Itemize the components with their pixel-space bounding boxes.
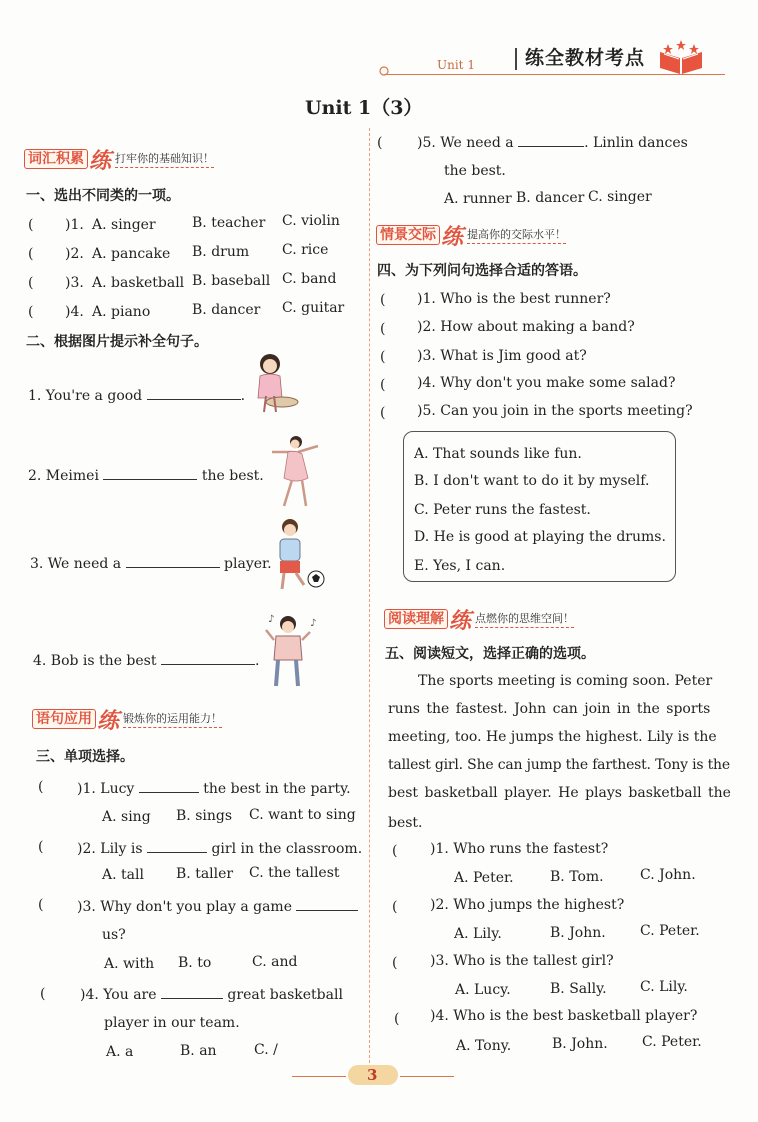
passage-line-6: best.: [388, 815, 423, 831]
part3-q5-a: A. runner: [444, 191, 512, 207]
part1-item-2-b: B. drum: [192, 244, 250, 260]
answer-option-c: C. Peter runs the fastest.: [414, 502, 591, 518]
part3-q3: [77, 896, 358, 916]
part3-q2-a: A. tall: [102, 867, 144, 883]
part3-q5-b: B. dancer: [516, 190, 585, 206]
part1-item-4-b: B. dancer: [192, 302, 261, 318]
answer-option-a: A. That sounds like fun.: [414, 446, 582, 462]
part5-q1-paren[interactable]: (: [392, 843, 398, 859]
part5-q2-a: A. Lily.: [454, 926, 502, 942]
part1-item-3-c: C. band: [282, 271, 337, 287]
section-sentence-name: 语句应用: [32, 709, 96, 729]
svg-text:♪: ♪: [268, 614, 275, 625]
part2-item-2-blank[interactable]: [103, 465, 197, 480]
part3-heading: 三、单项选择。: [36, 749, 134, 765]
column-divider: [369, 128, 370, 1068]
part3-q5-line2: the best.: [444, 163, 506, 179]
part3-q3-line2: us?: [102, 927, 126, 943]
part2-item-3: [30, 553, 272, 573]
part1-item-3-num: )3.: [65, 275, 84, 291]
part1-item-3-b: B. baseball: [192, 273, 271, 289]
part3-q4-c: C. /: [254, 1042, 278, 1058]
part1-item-4-paren[interactable]: (: [28, 304, 34, 320]
section-vocab-name: 词汇积累: [24, 149, 88, 169]
passage-line-2: runs the fastest. John can join in the sports: [388, 701, 711, 717]
footer-rule-right: [400, 1076, 454, 1077]
part5-q3-b: B. Sally.: [550, 981, 607, 997]
answer-option-e: E. Yes, I can.: [414, 558, 506, 574]
part4-item-4-paren[interactable]: (: [380, 377, 386, 393]
header-swirl-icon: [377, 64, 391, 78]
part3-q1-c: C. want to sing: [249, 807, 356, 823]
part3-q3-paren[interactable]: (: [38, 897, 44, 913]
section-situation: [376, 223, 567, 250]
part3-q3-b: B. to: [178, 955, 212, 971]
part3-q1: [77, 778, 351, 798]
header-separator: [515, 48, 517, 70]
part1-item-4-c: C. guitar: [282, 300, 345, 316]
part5-q3-c: C. Lily.: [640, 979, 688, 995]
part5-q1-c: C. John.: [640, 867, 696, 883]
part5-q2: )2. Who jumps the highest?: [430, 897, 625, 913]
part2-item-1-blank[interactable]: [147, 385, 241, 400]
page-title: Unit 1（3）: [305, 97, 423, 119]
part4-item-1-paren[interactable]: (: [380, 292, 386, 308]
section-sentence-slogan: 锻炼你的运用能力！: [123, 710, 222, 728]
part5-q4-b: B. John.: [552, 1036, 608, 1052]
passage-line-3: meeting, too. He jumps the highest. Lily is the: [388, 729, 717, 745]
part1-item-1-a: A. singer: [92, 217, 156, 233]
svg-text:♪: ♪: [310, 618, 317, 629]
part1-item-1-b: B. teacher: [192, 215, 266, 231]
boy-football-illustration: [270, 515, 332, 595]
part3-q3-blank[interactable]: [296, 896, 358, 911]
part2-item-4-pre: 4. Bob is the best: [33, 653, 157, 669]
section-reading-name: 阅读理解: [384, 609, 448, 629]
part2-item-1: [28, 385, 245, 405]
part4-item-1: )1. Who is the best runner?: [417, 291, 611, 307]
section-vocab-slogan: 打牢你的基础知识！: [115, 150, 214, 168]
part4-item-5-paren[interactable]: (: [380, 405, 386, 421]
part5-q2-paren[interactable]: (: [392, 899, 398, 915]
part3-q5-blank[interactable]: [518, 132, 584, 147]
part3-q4-b: B. an: [180, 1043, 217, 1059]
part2-item-4-post: .: [254, 653, 260, 669]
part2-item-3-post: player.: [224, 556, 272, 572]
part2-item-4-blank[interactable]: [161, 650, 255, 665]
part3-q5-post: . Linlin dances: [584, 135, 688, 151]
header-unit: Unit 1: [437, 58, 475, 72]
page-number: 3: [367, 1066, 378, 1084]
footer-rule-left: [292, 1076, 346, 1077]
part5-q1-a: A. Peter.: [454, 870, 514, 886]
answer-option-d: D. He is good at playing the drums.: [414, 529, 666, 545]
part5-q3-paren[interactable]: (: [392, 955, 398, 971]
part3-q1-post: the best in the party.: [203, 781, 351, 797]
part2-item-2-post: the best.: [201, 468, 264, 484]
part3-q3-c: C. and: [252, 954, 298, 970]
part5-heading: 五、阅读短文，选择正确的选项。: [385, 646, 595, 662]
part5-q1-b: B. Tom.: [550, 869, 604, 885]
part5-q4-c: C. Peter.: [642, 1034, 702, 1050]
part1-item-1-paren[interactable]: (: [28, 217, 34, 233]
girl-cooking-illustration: [242, 350, 302, 414]
part3-q4-a: A. a: [106, 1044, 134, 1060]
part2-item-4: [33, 650, 259, 670]
part4-heading: 四、为下列问句选择合适的答语。: [377, 263, 587, 279]
book-logo-icon: [656, 38, 706, 76]
part2-item-3-blank[interactable]: [126, 553, 220, 568]
part3-q1-paren[interactable]: (: [38, 779, 44, 795]
part2-item-3-pre: 3. We need a: [30, 556, 122, 572]
part3-q2-post: girl in the classroom.: [211, 841, 363, 857]
part3-q1-num: )1. Lucy: [77, 781, 135, 797]
part1-item-2-paren[interactable]: (: [28, 246, 34, 262]
part3-q2-paren[interactable]: (: [38, 839, 44, 855]
part3-q1-b: B. sings: [176, 808, 233, 824]
part1-item-3-a: A. basketball: [92, 275, 185, 291]
part3-q5-num: )5. We need a: [417, 135, 514, 151]
part3-q2: [77, 838, 362, 858]
part3-q5: [417, 132, 688, 152]
part1-item-2-c: C. rice: [282, 242, 329, 258]
section-sentence: [32, 707, 223, 734]
part3-q4-post: great basketball: [227, 987, 343, 1003]
part4-item-2-paren[interactable]: (: [380, 321, 386, 337]
part4-item-2: )2. How about making a band?: [417, 319, 635, 335]
part5-q3: )3. Who is the tallest girl?: [430, 953, 614, 969]
part1-heading: 一、选出不同类的一项。: [26, 188, 180, 204]
part3-q4-line2: player in our team.: [104, 1015, 240, 1031]
boy-singing-illustration: [262, 612, 324, 690]
part1-item-2-a: A. pancake: [92, 246, 171, 262]
girl-dancing-illustration: [262, 430, 324, 510]
part1-item-2-num: )2.: [65, 246, 84, 262]
part1-item-3-paren[interactable]: (: [28, 275, 34, 291]
part3-q2-num: )2. Lily is: [77, 841, 143, 857]
part3-q5-paren[interactable]: (: [377, 135, 383, 151]
passage-line-1: The sports meeting is coming soon. Peter: [418, 673, 713, 689]
part4-item-4: )4. Why don't you make some salad?: [417, 375, 676, 391]
passage-line-5: best basketball player. He plays basketball the: [388, 785, 731, 801]
part5-q2-c: C. Peter.: [640, 923, 700, 939]
part2-item-2: [28, 465, 264, 485]
header-brand: 练全教材考点: [525, 47, 646, 69]
part3-q3-num: )3. Why don't you play a game: [77, 899, 292, 915]
part3-q5-c: C. singer: [588, 189, 652, 205]
part2-item-1-pre: 1. You're a good: [28, 388, 143, 404]
part3-q3-a: A. with: [104, 956, 155, 972]
part1-item-1-num: )1.: [65, 217, 84, 233]
part3-q4-blank[interactable]: [161, 984, 223, 999]
part2-item-1-post: .: [240, 388, 246, 404]
part4-item-3: )3. What is Jim good at?: [417, 348, 587, 364]
part1-item-1-c: C. violin: [282, 213, 340, 229]
part3-q4: [80, 984, 343, 1004]
part2-item-2-pre: 2. Meimei: [28, 468, 99, 484]
part3-q2-c: C. the tallest: [249, 865, 340, 881]
part3-q4-num: )4. You are: [80, 987, 157, 1003]
part5-q1: )1. Who runs the fastest?: [430, 841, 609, 857]
part3-q1-blank[interactable]: [139, 778, 199, 793]
part4-item-5: )5. Can you join in the sports meeting?: [417, 403, 693, 419]
part1-item-4-a: A. piano: [92, 304, 151, 320]
section-vocab-lian: 练: [89, 147, 112, 174]
section-reading: [384, 607, 575, 634]
part3-q4-paren[interactable]: (: [40, 986, 46, 1002]
part5-q4-paren[interactable]: (: [394, 1011, 400, 1027]
answer-option-b: B. I don't want to do it by myself.: [414, 473, 650, 489]
passage-line-4: tallest girl. She can jump the farthest. Tony is the: [388, 757, 730, 773]
part5-q4: )4. Who is the best basketball player?: [430, 1008, 698, 1024]
part3-q2-b: B. taller: [176, 866, 234, 882]
section-sentence-lian: 练: [97, 707, 120, 734]
part4-item-3-paren[interactable]: (: [380, 349, 386, 365]
part1-item-4-num: )4.: [65, 304, 84, 320]
section-situation-slogan: 提高你的交际水平！: [467, 226, 566, 244]
section-situation-lian: 练: [441, 223, 464, 250]
section-reading-lian: 练: [449, 607, 472, 634]
part5-q3-a: A. Lucy.: [455, 982, 511, 998]
part5-q4-a: A. Tony.: [456, 1038, 512, 1054]
part5-q2-b: B. John.: [550, 925, 606, 941]
part3-q2-blank[interactable]: [147, 838, 207, 853]
part2-heading: 二、根据图片提示补全句子。: [26, 334, 208, 350]
section-situation-name: 情景交际: [376, 225, 440, 245]
section-vocab: [24, 147, 215, 174]
section-reading-slogan: 点燃你的思维空间！: [475, 610, 574, 628]
part3-q1-a: A. sing: [102, 809, 151, 825]
